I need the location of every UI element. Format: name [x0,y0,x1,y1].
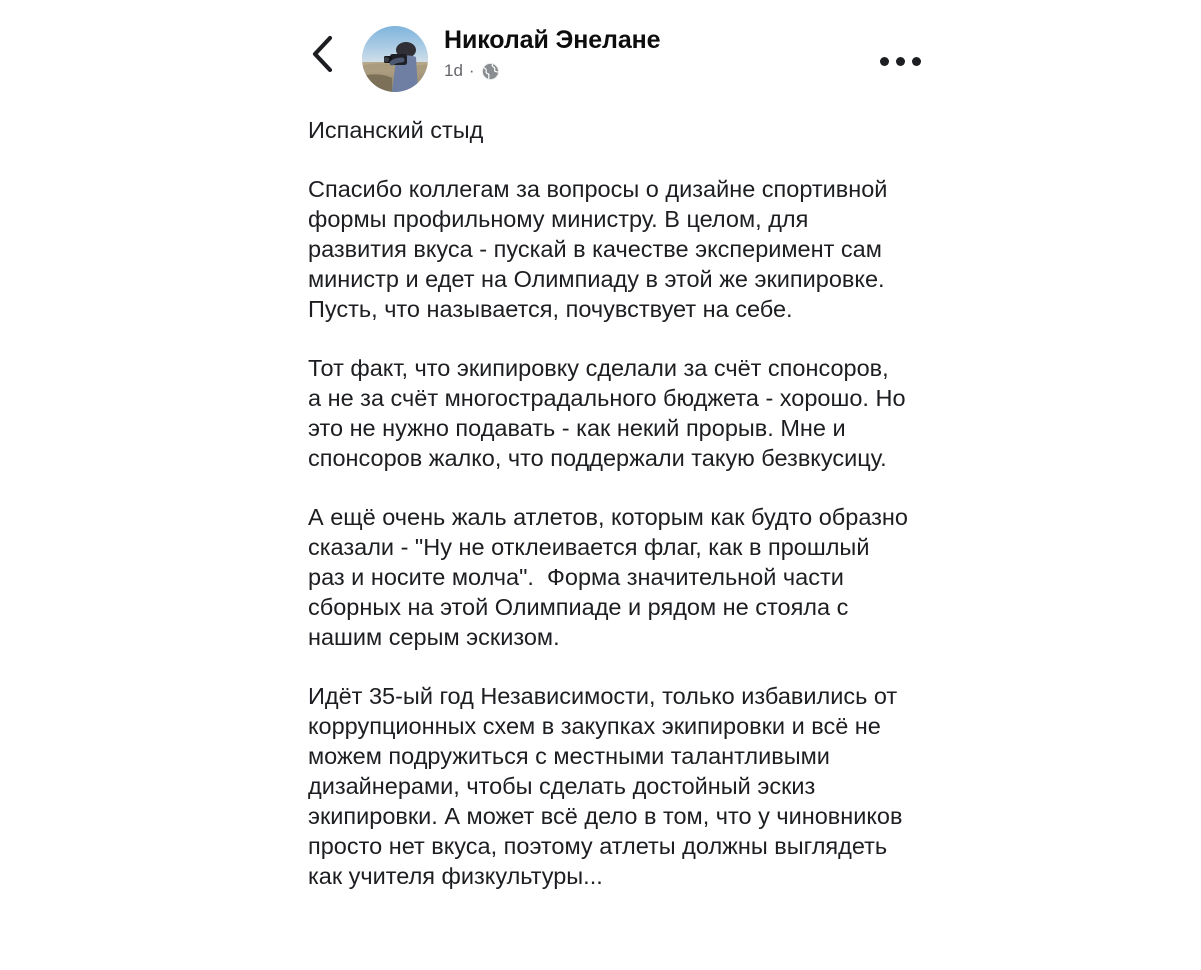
post-options-button[interactable] [872,44,928,78]
post-meta [444,60,660,82]
post-header [300,18,920,104]
paragraph-spacer [308,324,908,353]
post-paragraph: Идёт 35-ый год Независимости, только избавились от коррупционных схем в закупках экипировки и всё не можем подружиться с местными талантливыми дизайнерами, чтобы сделать достойный эскиз экипировки. А может всё дело в том, что у чиновников просто нет вкуса, поэтому атлеты должны выглядеть как учителя физкультуры... [308,683,910,889]
post-timestamp[interactable]: 1d [444,61,463,80]
chevron-left-icon [309,34,335,74]
post-paragraph: А ещё очень жаль атлетов, которым как будто образно сказали - "Ну не отклеивается флаг, как в прошлый раз и носите молча". Форма значительной части сборных на этой Олимпиаде и рядом не стояла с нашим серым эскизом. [308,504,922,650]
post-paragraph: Тот факт, что экипировку сделали за счёт спонсоров, а не за счёт многострадального бюджета - хорошо. Но это не нужно подавать - как некий прорыв. Мне и спонсоров жалко, что поддержали такую безвкусицу. [308,355,913,471]
paragraph-spacer [308,652,908,681]
post-paragraph: Спасибо коллегам за вопросы о дизайне спортивной формы профильному министру. В целом, для развития вкуса - пускай в качестве эксперимент сам министр и едет на Олимпиаду в этой же экипировке. Пусть, что называется, почувствует на себе. [308,176,894,322]
post-paragraph: Испанский стыд [308,117,484,143]
avatar-photo [362,26,428,92]
paragraph-spacer [308,145,908,174]
post-body [308,115,922,891]
author-name[interactable]: Николай Энелане [444,26,661,54]
more-horizontal-icon [880,57,921,66]
back-button[interactable] [300,24,344,84]
meta-separator: · [468,61,475,80]
post-identity [444,26,660,82]
avatar[interactable] [362,26,428,92]
paragraph-spacer [308,473,908,502]
globe-public-icon[interactable] [481,62,500,81]
